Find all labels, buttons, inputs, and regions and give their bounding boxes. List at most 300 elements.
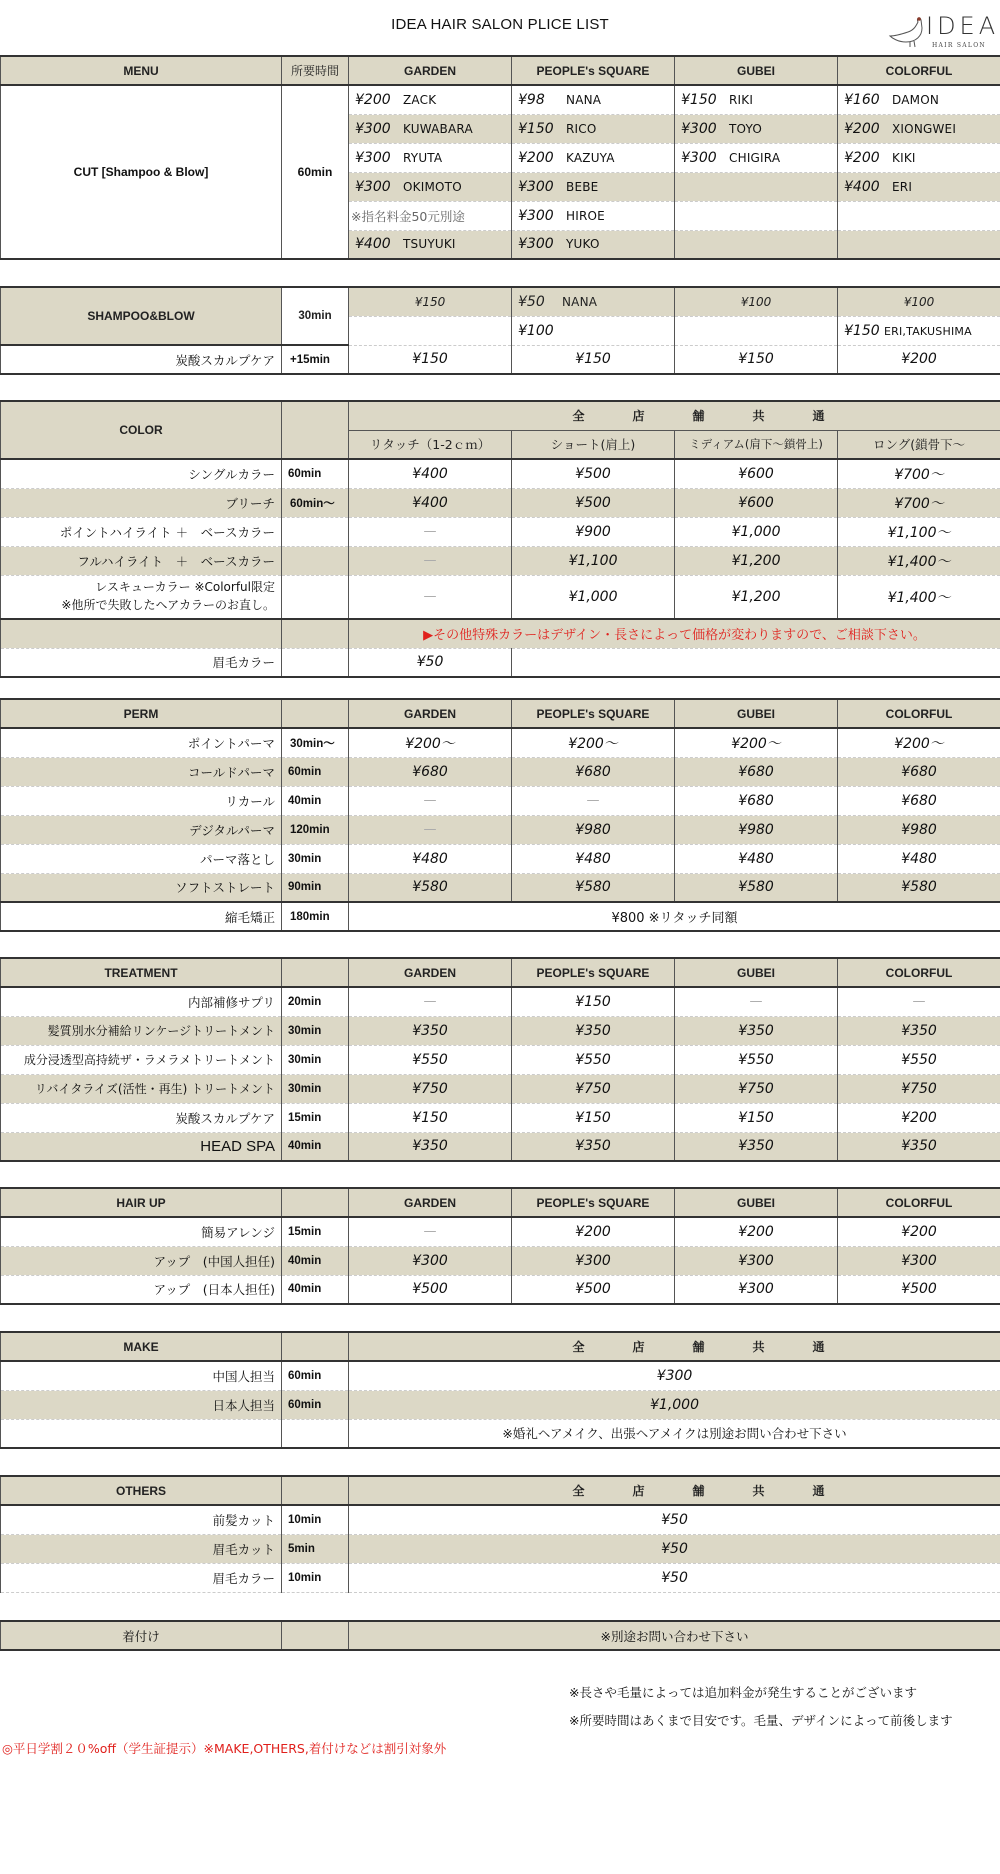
perm-menu-item: デジタルパーマ <box>1 815 282 844</box>
cut-cell-garden <box>349 230 512 259</box>
color-time: 60min～ <box>282 488 349 517</box>
hairup-row <box>1 1246 1000 1275</box>
treatment-time-header <box>282 958 349 987</box>
perm-menu-item: ソフトストレート <box>1 873 282 902</box>
treatment-price: ¥350 <box>512 1016 675 1045</box>
hairup-row <box>1 1217 1000 1246</box>
treatment-price: ¥550 <box>675 1045 838 1074</box>
color-row <box>1 517 1000 546</box>
treatment-price: ¥350 <box>349 1132 512 1161</box>
subheader-short: ショート(肩上) <box>512 430 675 459</box>
common-header <box>349 1476 1000 1505</box>
cut-menu: CUT [Shampoo & Blow] <box>1 85 282 259</box>
treatment-price: — <box>675 987 838 1016</box>
treatment-time: 40min <box>282 1132 349 1161</box>
treatment-price: ¥200 <box>838 1103 1000 1132</box>
cut-cell-peoples-square <box>512 201 675 230</box>
price-value: ¥50 <box>518 293 545 310</box>
color-price: ¥500 <box>512 488 675 517</box>
blank-row <box>1 1592 1000 1621</box>
color-price: ¥700～ <box>838 488 1000 517</box>
price-value: ¥150 <box>518 120 554 137</box>
price-value: ¥300 <box>355 120 391 137</box>
perm-price: ¥680 <box>675 757 838 786</box>
stylist-name: RICO <box>562 121 597 136</box>
scalp-price-colorful: ¥200 <box>838 345 1000 374</box>
color-menu-item: ブリーチ <box>1 488 282 517</box>
hairup-price: ¥300 <box>675 1246 838 1275</box>
stylist-name: KAZUYA <box>562 150 615 165</box>
cut-cell-colorful <box>838 143 1000 172</box>
shampoo-price-peoples-square <box>512 287 675 316</box>
hairup-menu-header: HAIR UP <box>1 1188 282 1217</box>
cut-cell-gubei <box>675 114 838 143</box>
color-time <box>282 517 349 546</box>
perm-menu-item: パーマ落とし <box>1 844 282 873</box>
perm-price: ¥480 <box>512 844 675 873</box>
shampoo-price-colorful-2 <box>838 316 1000 345</box>
perm-price: ¥680 <box>349 757 512 786</box>
cut-cell-garden <box>349 143 512 172</box>
cut-cell-peoples-square <box>512 143 675 172</box>
color-price: ¥1,200 <box>675 575 838 619</box>
color-row <box>1 546 1000 575</box>
color-price: ¥900 <box>512 517 675 546</box>
treatment-price: ¥150 <box>675 1103 838 1132</box>
student-discount-note: ◎平日学割２０%off（学生証提示）※MAKE,OTHERS,着付けなどは割引対象外 <box>2 1741 447 1756</box>
treatment-table <box>0 957 1000 1162</box>
make-row-japanese: 日本人担当 <box>1 1390 282 1419</box>
store-header-garden: GARDEN <box>349 56 512 85</box>
perm-price: — <box>349 815 512 844</box>
store-header-garden: GARDEN <box>349 1188 512 1217</box>
perm-price: ¥980 <box>512 815 675 844</box>
shampoo-price-gubei-2 <box>675 316 838 345</box>
designation-fee-note: ※指名料金50元別途 <box>351 208 465 224</box>
hairup-row <box>1 1275 1000 1304</box>
straightening-menu: 縮毛矯正 <box>1 902 282 931</box>
others-row-bangs: 前髪カット <box>1 1505 282 1534</box>
special-blank <box>1 619 282 648</box>
hairup-menu-item: アップ (日本人担任) <box>1 1275 282 1304</box>
color-menu-item <box>1 575 282 619</box>
make-menu-header: MAKE <box>1 1332 282 1361</box>
perm-row <box>1 844 1000 873</box>
perm-row <box>1 815 1000 844</box>
treatment-price: ¥750 <box>512 1074 675 1103</box>
price-value: ¥200 <box>844 120 880 137</box>
treatment-price: ¥150 <box>512 1103 675 1132</box>
treatment-time: 30min <box>282 1074 349 1103</box>
perm-time: 40min <box>282 786 349 815</box>
color-time: 60min <box>282 459 349 488</box>
price-value: ¥150 <box>681 91 717 108</box>
color-table <box>0 400 1000 678</box>
perm-time: 30min <box>282 844 349 873</box>
color-menu-header: COLOR <box>1 401 282 459</box>
price-value: ¥300 <box>681 149 717 166</box>
hairup-price: — <box>349 1217 512 1246</box>
make-table <box>0 1331 1000 1449</box>
color-price: ¥1,400～ <box>838 575 1000 619</box>
treatment-price: ¥350 <box>838 1132 1000 1161</box>
scalp-price-gubei: ¥150 <box>675 345 838 374</box>
perm-row <box>1 728 1000 757</box>
treatment-menu-item: 炭酸スカルプケア <box>1 1103 282 1132</box>
cut-cell-peoples-square <box>512 172 675 201</box>
stylist-name: ERI <box>888 179 913 194</box>
stylist-name: HIROE <box>562 208 605 223</box>
treatment-row <box>1 1074 1000 1103</box>
store-header-colorful: COLORFUL <box>838 699 1000 728</box>
subheader-medium: ミディアム(肩下～鎖骨上) <box>675 430 838 459</box>
shampoo-price-colorful: ¥100 <box>838 287 1000 316</box>
treatment-price: ¥350 <box>349 1016 512 1045</box>
hairup-time: 15min <box>282 1217 349 1246</box>
stylist-name: KUWABARA <box>399 121 473 136</box>
logo-word: IDEA <box>926 12 1000 40</box>
treatment-price: ¥150 <box>512 987 675 1016</box>
eyebrow-color-menu: 眉毛カラー <box>1 648 282 677</box>
scalp-care-menu: 炭酸スカルプケア <box>1 345 282 374</box>
perm-price: ¥200～ <box>838 728 1000 757</box>
scalp-price-peoples-square: ¥150 <box>512 345 675 374</box>
stylist-name: OKIMOTO <box>399 179 462 194</box>
page-title: IDEA HAIR SALON PLICE LIST <box>391 16 609 33</box>
footnote-time-estimate: ※所要時間はあくまで目安です。毛量、デザインによって前後します <box>569 1713 953 1728</box>
perm-price: ¥580 <box>349 873 512 902</box>
hairup-table <box>0 1187 1000 1305</box>
eyebrow-color-time <box>282 648 349 677</box>
common-label: 全店舗共通 <box>572 409 825 424</box>
kitsuke-menu: 着付け <box>1 1621 282 1650</box>
stylist-name: RIKI <box>725 92 754 107</box>
price-value: ¥160 <box>844 91 880 108</box>
cut-cell-peoples-square <box>512 114 675 143</box>
stylist-name: CHIGIRA <box>725 150 781 165</box>
perm-menu-header: PERM <box>1 699 282 728</box>
salon-logo <box>888 12 1000 52</box>
color-menu-item: シングルカラー <box>1 459 282 488</box>
color-price: ¥1,200 <box>675 546 838 575</box>
store-header-colorful: COLORFUL <box>838 958 1000 987</box>
color-row <box>1 488 1000 517</box>
cut-cell-peoples-square <box>512 85 675 114</box>
perm-row <box>1 757 1000 786</box>
store-header-peoples-square: PEOPLE's SQUARE <box>512 699 675 728</box>
perm-price: ¥980 <box>675 815 838 844</box>
perm-row <box>1 786 1000 815</box>
treatment-price: ¥350 <box>675 1132 838 1161</box>
stylist-name: ZACK <box>399 92 437 107</box>
perm-price: ¥580 <box>838 873 1000 902</box>
subheader-long: ロング(鎖骨下～ <box>838 430 1000 459</box>
hairup-menu-item: アップ (中国人担任) <box>1 1246 282 1275</box>
store-header-colorful: COLORFUL <box>838 56 1000 85</box>
perm-price: ¥580 <box>512 873 675 902</box>
color-price: ¥600 <box>675 459 838 488</box>
treatment-price: — <box>838 987 1000 1016</box>
perm-price: ¥580 <box>675 873 838 902</box>
perm-price: ¥200～ <box>512 728 675 757</box>
perm-time: 90min <box>282 873 349 902</box>
price-value: ¥100 <box>518 322 554 339</box>
perm-price: ¥480 <box>675 844 838 873</box>
perm-time-header <box>282 699 349 728</box>
common-header <box>349 401 1000 430</box>
price-value: ¥300 <box>355 178 391 195</box>
hairup-price: ¥200 <box>838 1217 1000 1246</box>
others-row-eyebrow-color: 眉毛カラー <box>1 1563 282 1592</box>
hairup-price: ¥300 <box>838 1246 1000 1275</box>
color-price: ¥400 <box>349 488 512 517</box>
hairup-time: 40min <box>282 1275 349 1304</box>
color-time <box>282 546 349 575</box>
stylist-name: XIONGWEI <box>888 121 957 136</box>
kitsuke-time <box>282 1621 349 1650</box>
treatment-price: ¥350 <box>512 1132 675 1161</box>
perm-price: ¥980 <box>838 815 1000 844</box>
shampoo-price-garden: ¥150 <box>349 287 512 316</box>
color-menu-item: フルハイライト ＋ ベースカラー <box>1 546 282 575</box>
common-label: 全店舗共通 <box>572 1340 825 1354</box>
shampoo-time: 30min <box>282 287 349 345</box>
cut-cell-colorful <box>838 85 1000 114</box>
common-header <box>349 1332 1000 1361</box>
color-price: ¥400 <box>349 459 512 488</box>
perm-menu-item: リカール <box>1 786 282 815</box>
treatment-price: ¥550 <box>838 1045 1000 1074</box>
treatment-time: 30min <box>282 1016 349 1045</box>
perm-time: 60min <box>282 757 349 786</box>
price-value: ¥400 <box>844 178 880 195</box>
make-note-blank-time <box>282 1419 349 1448</box>
price-value: ¥98 <box>518 91 545 108</box>
treatment-row <box>1 1132 1000 1161</box>
menu-line: レスキューカラー ※Colorful限定 <box>95 580 275 595</box>
price-value: ¥300 <box>518 178 554 195</box>
perm-time: 120min <box>282 815 349 844</box>
color-price: ¥1,100～ <box>838 517 1000 546</box>
time-header: 所要時間 <box>282 56 349 85</box>
treatment-menu-item: HEAD SPA <box>1 1132 282 1161</box>
stylist-name: BEBE <box>562 179 599 194</box>
cut-cell-garden <box>349 201 512 230</box>
perm-price: ¥680 <box>838 786 1000 815</box>
store-header-gubei: GUBEI <box>675 699 838 728</box>
treatment-price: ¥350 <box>675 1016 838 1045</box>
hairup-price: ¥300 <box>675 1275 838 1304</box>
price-value: ¥200 <box>355 91 391 108</box>
treatment-price: ¥750 <box>838 1074 1000 1103</box>
color-menu-item: ポイントハイライト ＋ ベースカラー <box>1 517 282 546</box>
hairup-time: 40min <box>282 1246 349 1275</box>
cut-cell-gubei <box>675 143 838 172</box>
color-time-header <box>282 401 349 459</box>
cut-cell-gubei <box>675 230 838 259</box>
special-blank-time <box>282 619 349 648</box>
stylist-name: KIKI <box>888 150 916 165</box>
perm-menu-item: コールドパーマ <box>1 757 282 786</box>
treatment-row <box>1 987 1000 1016</box>
color-price: — <box>349 575 512 619</box>
make-time-header <box>282 1332 349 1361</box>
stylist-name: TSUYUKI <box>399 237 456 252</box>
treatment-time: 20min <box>282 987 349 1016</box>
store-header-peoples-square: PEOPLE's SQUARE <box>512 958 675 987</box>
stylist-name: DAMON <box>888 92 940 107</box>
common-label: 全店舗共通 <box>572 1484 825 1498</box>
treatment-price: ¥750 <box>675 1074 838 1103</box>
hairup-price: ¥200 <box>512 1217 675 1246</box>
perm-table <box>0 698 1000 932</box>
menu-line: ※他所で失敗したヘアカラーのお直し。 <box>61 597 275 612</box>
perm-price: ¥480 <box>349 844 512 873</box>
treatment-time: 15min <box>282 1103 349 1132</box>
perm-row <box>1 873 1000 902</box>
price-value: ¥200 <box>844 149 880 166</box>
color-price: ¥700～ <box>838 459 1000 488</box>
scalp-care-time: +15min <box>282 345 349 374</box>
cut-cell-colorful <box>838 172 1000 201</box>
special-color-note: ▶その他特殊カラーはデザイン・長さによって価格が変わりますので、ご相談下さい。 <box>349 619 1000 648</box>
cut-cell-gubei <box>675 85 838 114</box>
make-note-blank <box>1 1419 282 1448</box>
others-price-eyebrow-color: ¥50 <box>349 1563 1000 1592</box>
others-table <box>0 1475 1000 1651</box>
logo-subtitle: HAIR SALON <box>932 42 986 49</box>
treatment-menu-item: 内部補修サプリ <box>1 987 282 1016</box>
store-header-gubei: GUBEI <box>675 958 838 987</box>
store-header-garden: GARDEN <box>349 699 512 728</box>
hairup-price: ¥500 <box>349 1275 512 1304</box>
stylist-name: NANA <box>562 294 598 309</box>
kitsuke-note: ※別途お問い合わせ下さい <box>349 1621 1000 1650</box>
color-price: — <box>349 546 512 575</box>
treatment-menu-item: 成分浸透型高持続ザ・ラメラメトリートメント <box>1 1045 282 1074</box>
perm-time: 30min～ <box>282 728 349 757</box>
cut-cell-colorful <box>838 201 1000 230</box>
price-value: ¥300 <box>518 236 554 253</box>
treatment-price: — <box>349 987 512 1016</box>
treatment-row <box>1 1016 1000 1045</box>
hairup-menu-item: 簡易アレンジ <box>1 1217 282 1246</box>
hairup-price: ¥200 <box>675 1217 838 1246</box>
treatment-price: ¥550 <box>349 1045 512 1074</box>
price-value: ¥300 <box>355 149 391 166</box>
color-price: — <box>349 517 512 546</box>
cut-time: 60min <box>282 85 349 259</box>
hairup-price: ¥300 <box>349 1246 512 1275</box>
menu-header: MENU <box>1 56 282 85</box>
others-time-eyebrow-cut: 5min <box>282 1534 349 1563</box>
color-row <box>1 459 1000 488</box>
shampoo-table <box>0 286 1000 375</box>
make-price-chinese: ¥300 <box>349 1361 1000 1390</box>
price-value: ¥150 <box>844 322 880 339</box>
others-row-eyebrow-cut: 眉毛カット <box>1 1534 282 1563</box>
color-row <box>1 575 1000 619</box>
shampoo-price-gubei: ¥100 <box>675 287 838 316</box>
price-value: ¥300 <box>518 207 554 224</box>
treatment-menu-item: 髪質別水分補給リンケージトリートメント <box>1 1016 282 1045</box>
price-value: ¥300 <box>681 120 717 137</box>
color-price: ¥500 <box>512 459 675 488</box>
treatment-menu-header: TREATMENT <box>1 958 282 987</box>
treatment-menu-item: リバイタライズ(活性・再生) トリートメント <box>1 1074 282 1103</box>
color-time <box>282 575 349 619</box>
store-header-peoples-square: PEOPLE's SQUARE <box>512 56 675 85</box>
cut-table <box>0 55 1000 260</box>
treatment-price: ¥150 <box>349 1103 512 1132</box>
perm-price: ¥680 <box>838 757 1000 786</box>
stylist-name: RYUTA <box>399 150 443 165</box>
footnote-extra-charge: ※長さや毛量によっては追加料金が発生することがございます <box>569 1685 917 1700</box>
treatment-price: ¥350 <box>838 1016 1000 1045</box>
others-time-header <box>282 1476 349 1505</box>
cut-cell-colorful <box>838 230 1000 259</box>
straightening-time: 180min <box>282 902 349 931</box>
cut-cell-garden <box>349 172 512 201</box>
bird-icon <box>888 14 928 50</box>
perm-price: ¥680 <box>512 757 675 786</box>
scalp-price-garden: ¥150 <box>349 345 512 374</box>
make-time-japanese: 60min <box>282 1390 349 1419</box>
make-price-japanese: ¥1,000 <box>349 1390 1000 1419</box>
treatment-price: ¥750 <box>349 1074 512 1103</box>
stylist-name: YUKO <box>562 237 600 252</box>
hairup-price: ¥300 <box>512 1246 675 1275</box>
hairup-price: ¥500 <box>512 1275 675 1304</box>
perm-price: ¥200～ <box>349 728 512 757</box>
color-price: ¥1,400～ <box>838 546 1000 575</box>
make-time-chinese: 60min <box>282 1361 349 1390</box>
cut-cell-gubei <box>675 201 838 230</box>
treatment-row <box>1 1103 1000 1132</box>
cut-cell-colorful <box>838 114 1000 143</box>
hairup-time-header <box>282 1188 349 1217</box>
perm-price: ¥480 <box>838 844 1000 873</box>
stylist-name: ERI,TAKUSHIMA <box>884 324 972 338</box>
eyebrow-blank <box>512 648 1000 677</box>
store-header-garden: GARDEN <box>349 958 512 987</box>
cut-cell-peoples-square <box>512 230 675 259</box>
perm-price: ¥200～ <box>675 728 838 757</box>
make-note: ※婚礼ヘアメイク、出張ヘアメイクは別途お問い合わせ下さい <box>349 1419 1000 1448</box>
perm-price: — <box>349 786 512 815</box>
store-header-gubei: GUBEI <box>675 1188 838 1217</box>
others-price-bangs: ¥50 <box>349 1505 1000 1534</box>
color-price: ¥600 <box>675 488 838 517</box>
others-time-bangs: 10min <box>282 1505 349 1534</box>
hairup-price: ¥500 <box>838 1275 1000 1304</box>
cut-row <box>1 85 1000 114</box>
color-price: ¥1,100 <box>512 546 675 575</box>
stylist-name: NANA <box>562 92 602 107</box>
color-price: ¥1,000 <box>675 517 838 546</box>
store-header-colorful: COLORFUL <box>838 1188 1000 1217</box>
cut-cell-garden <box>349 114 512 143</box>
shampoo-price-peoples-square-2 <box>512 316 675 345</box>
make-row-chinese: 中国人担当 <box>1 1361 282 1390</box>
shampoo-menu: SHAMPOO&BLOW <box>1 287 282 345</box>
treatment-row <box>1 1045 1000 1074</box>
treatment-time: 30min <box>282 1045 349 1074</box>
perm-price: ¥680 <box>675 786 838 815</box>
others-price-eyebrow-cut: ¥50 <box>349 1534 1000 1563</box>
treatment-price: ¥550 <box>512 1045 675 1074</box>
cut-cell-gubei <box>675 172 838 201</box>
